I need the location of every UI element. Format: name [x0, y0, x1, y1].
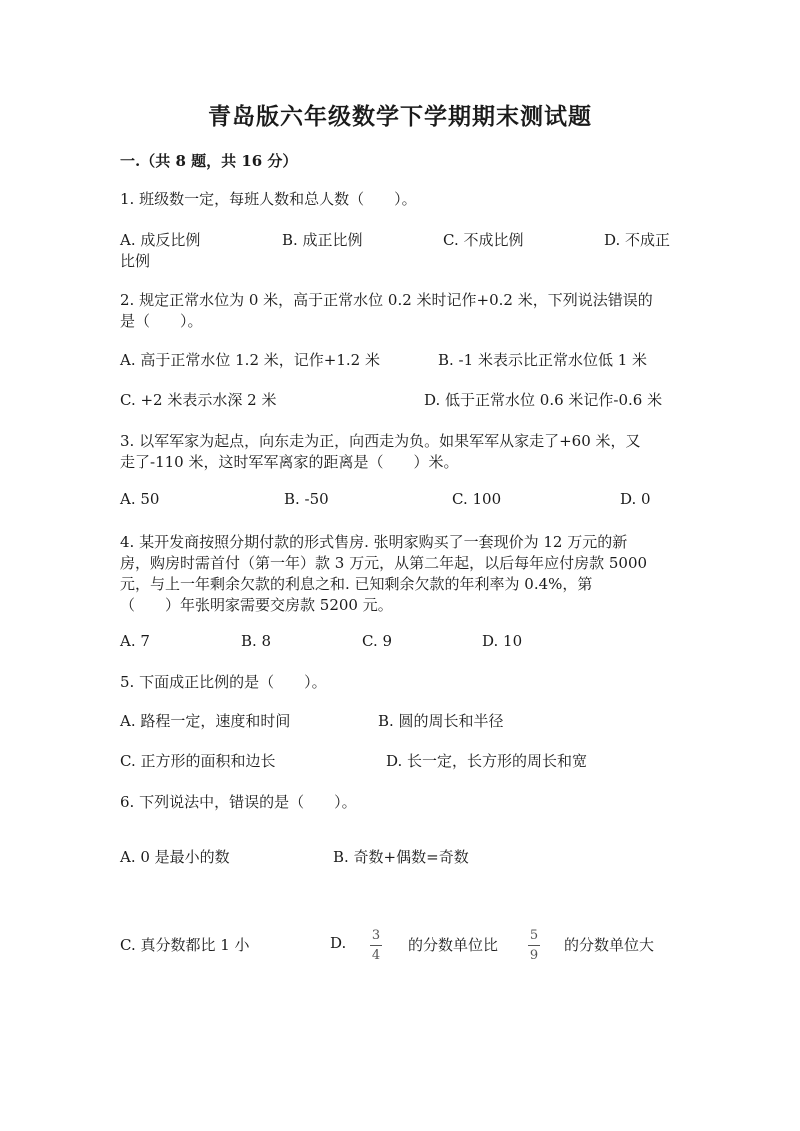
section-heading: 一.（共 8 题，共 16 分）: [120, 152, 298, 170]
q4-option-a: A. 7: [120, 632, 150, 650]
q4-option-d: D. 10: [482, 632, 523, 650]
q6-option-d-middle: 的分数单位比: [408, 936, 499, 954]
q1-option-a: A. 成反比例: [120, 231, 201, 249]
q2-option-c: C. +2 米表示水深 2 米: [120, 391, 277, 409]
page-title: 青岛版六年级数学下学期期末测试题: [208, 103, 592, 130]
fraction-numerator: 5: [529, 928, 539, 943]
q1-option-d: D. 不成正: [604, 231, 671, 249]
fraction-bar: [370, 945, 382, 946]
q2-stem-line-1: 2. 规定正常水位为 0 米，高于正常水位 0.2 米时记作+0.2 米，下列说法错误的: [120, 291, 653, 309]
fraction-numerator: 3: [371, 928, 381, 943]
fraction-five-ninths: [528, 928, 540, 963]
q4-option-c: C. 9: [362, 632, 393, 650]
q3-option-c: C. 100: [452, 490, 502, 508]
q3-stem-line-1: 3. 以军军家为起点，向东走为正，向西走为负。如果军军从家走了+60 米，又: [120, 432, 641, 450]
q4-stem-line-4: （ ）年张明家需要交房款 5200 元。: [120, 596, 393, 614]
fraction-three-quarters: [370, 928, 382, 963]
q2-option-a: A. 高于正常水位 1.2 米，记作+1.2 米: [120, 351, 380, 369]
q4-stem-line-1: 4. 某开发商按照分期付款的形式售房. 张明家购买了一套现价为 12 万元的新: [120, 533, 628, 551]
q6-option-d-label: D.: [330, 934, 347, 952]
q6-option-b: B. 奇数+偶数=奇数: [333, 848, 469, 866]
fraction-denominator: 9: [529, 948, 539, 963]
q5-option-d: D. 长一定，长方形的周长和宽: [386, 752, 588, 770]
q5-option-a: A. 路程一定，速度和时间: [120, 712, 291, 730]
q1-stem: 1. 班级数一定，每班人数和总人数（ ）。: [120, 190, 417, 208]
q5-option-b: B. 圆的周长和半径: [378, 712, 504, 730]
q6-option-c: C. 真分数都比 1 小: [120, 936, 250, 954]
q1-option-d-continued: 比例: [120, 252, 151, 270]
q1-option-c: C. 不成比例: [443, 231, 524, 249]
q4-option-b: B. 8: [241, 632, 272, 650]
q2-stem-line-2: 是（ ）。: [120, 312, 203, 330]
fraction-bar: [528, 945, 540, 946]
q3-option-b: B. -50: [284, 490, 329, 508]
q6-stem: 6. 下列说法中，错误的是（ ）。: [120, 793, 357, 811]
q2-option-b: B. -1 米表示比正常水位低 1 米: [438, 351, 648, 369]
q3-option-a: A. 50: [120, 490, 160, 508]
q6-option-a: A. 0 是最小的数: [120, 848, 230, 866]
q2-option-d: D. 低于正常水位 0.6 米记作-0.6 米: [424, 391, 663, 409]
q6-option-d-end: 的分数单位大: [564, 936, 655, 954]
q3-stem-line-2: 走了-110 米，这时军军离家的距离是（ ）米。: [120, 453, 459, 471]
fraction-denominator: 4: [371, 948, 381, 963]
q5-stem: 5. 下面成正比例的是（ ）。: [120, 673, 327, 691]
q4-stem-line-2: 房，购房时需首付（第一年）款 3 万元，从第二年起，以后每年应付房款 5000: [120, 554, 648, 572]
q1-option-b: B. 成正比例: [282, 231, 363, 249]
q3-option-d: D. 0: [620, 490, 651, 508]
q5-option-c: C. 正方形的面积和边长: [120, 752, 276, 770]
q4-stem-line-3: 元，与上一年剩余欠款的利息之和. 已知剩余欠款的年利率为 0.4%，第: [120, 575, 593, 593]
